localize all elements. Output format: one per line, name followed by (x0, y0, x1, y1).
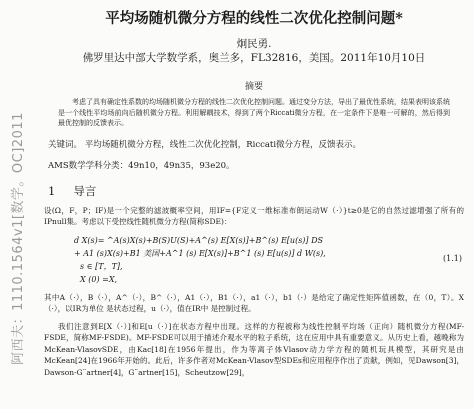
section-heading (48, 184, 464, 199)
abstract-heading: 摘要 (244, 82, 263, 92)
equation-line-4: X (0) =X, (80, 274, 118, 284)
equation-line-1: d X(s)= ^A(s)X(s)+B(S)U(S)+A^(s) E[X(s)]+B^(s) E[u(s)] DS (74, 235, 323, 245)
equation-number: (1.1) (443, 253, 462, 263)
paper-content (44, 0, 464, 378)
arxiv-identifier-text: 阿西夫：1110.1564v1[数学。OC]2011 (10, 111, 26, 365)
state-equation (44, 234, 464, 286)
paper-title: 平均场随机微分方程的线性二次优化控制问题* (105, 10, 403, 27)
abstract-body: 考虑了具有确定性系数的均场随机微分方程的线性二次优化控制问题。通过变分方法，导出了最优性系统，结果表明该系统是一个线性平均场前向后随机微分方程。利用解耦技术，得到了两个Riccati微分方程，在一定条件下是唯一可解的，然后得到最优控制的反馈表示。 (58, 98, 450, 127)
section-number: 1 (48, 183, 56, 198)
mf-fsde-paragraph: 我们注意到E[X（·）]和E[u（·）]在状态方程中出现。这样的方程被称为线性控制平均场（正向）随机微分方程(MF-FSDE，简称MF-FSDE)。MF-FSDE可以用于描述介观水平的粒子系统，这在应用中具有重要意义。从历史上看，越晚称为McKean-VlasovSDE，由Kac[18]在1956年提出，作为等离子体Vlasov动力学方程的随机玩具模型，其研究是由McKean[24]在1966年开始的。此后，许多作者对McKean-Vlasov型SDEs和应用程序作出了贡献，例如，见Dawson[3]，Dawson-G¨artner[4]，G¨artner[15]，Scheutzow[29]， (44, 321, 464, 377)
equation-line-3: s ∈ [T，T], (80, 261, 123, 271)
paper-affiliation: 佛罗里达中部大学数学系，奥兰多，FL32816，美国。2011年10月10日 (82, 52, 426, 64)
paper-author: 炯民勇. (236, 38, 272, 50)
msc-classification: AMS数学学科分类：49n10，49n35，93e20。 (48, 160, 235, 171)
arxiv-identifier-stamp (4, 70, 28, 406)
after-equation-paragraph: 其中A（·），B（·），A^（·），B^（·），A1（·），B1（·），a1（·），b1（·）是给定了确定性矩阵值函数，在（0，T）。X（·），以IR为单位 是状态过程，u（·），值在IR中 是控制过程。 (44, 292, 464, 313)
keywords: 关键词。 平均场随机微分方程，线性二次优化控制，Riccati微分方程，反馈表示。 (48, 139, 362, 150)
equation-line-2: + A1 (s)X(s)+B1 美国+A^1 (s) E[X(s)]+B^1 (s) E[u(s)] d W(s), (74, 248, 326, 258)
intro-paragraph: 设(Ω，F，P；IF)是一个完整的滤波概率空间，用IF={F定义一维标准布朗运动W（·）}t≥0是它的自然过滤增强了所有的IPnull集。考虑以下受控线性随机微分方程(简称SDE)： (44, 205, 464, 226)
section-title: 导言 (73, 183, 97, 198)
